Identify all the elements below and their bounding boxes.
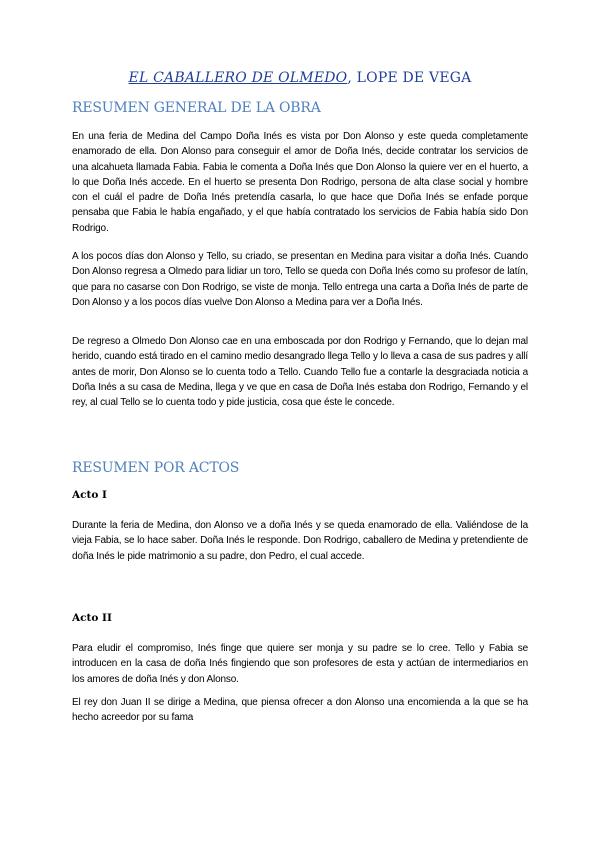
document-title (72, 70, 528, 86)
general-paragraph-1: En una feria de Medina del Campo Doña Inés es vista por Don Alonso y este queda completamente enamorado de ella. Don Alonso para conseguir el amor de Doña Inés, decide contratar los servicios de una alcahueta llamada Fabia. Fabia le comenta a Doña Inés que Don Alonso la quiere ver en el huerto, a lo que Doña Inés accede. En el huerto se presenta Don Rodrigo, persona de alta clase social y hombre con el cuál el padre de Doña Inés pretendía casarla, lo que hace que Doña Inés se enfade porque pensaba que Fabia le había engañado, y el que había contratado los servicios de Fabia había sido Don Rodrigo. (72, 131, 528, 234)
act-2-paragraph-1: Para eludir el compromiso, Inés finge que quiere ser monja y su padre se lo cree. Tello y Fabia se introducen en la casa de doña Inés fingiendo que son profesores de esta y actúan de intermediarios en los amores de doña Inés y don Alonso. (72, 643, 528, 685)
act-2-heading: Acto II (72, 612, 112, 624)
act-1-heading: Acto I (72, 489, 107, 501)
general-paragraph-2: A los pocos días don Alonso y Tello, su criado, se presentan en Medina para visitar a doña Inés. Cuando Don Alonso regresa a Olmedo para lidiar un toro, Tello se queda con Doña Inés como su profesor de latín, que para no casarse con Don Rodrigo, se viste de monja. Tello entrega una carta a Doña Inés de parte de Don Alonso y a los pocos días vuelve Don Alonso a Medina para ver a Doña Inés. (72, 251, 528, 308)
section-heading-actos: RESUMEN POR ACTOS (72, 460, 240, 476)
work-title: EL CABALLERO DE OLMEDO (128, 70, 348, 86)
section-heading-general: RESUMEN GENERAL DE LA OBRA (72, 100, 321, 116)
author-title: , LOPE DE VEGA (347, 70, 472, 86)
act-1-paragraph-1: Durante la feria de Medina, don Alonso ve a doña Inés y se queda enamorado de ella. Valiéndose de la vieja Fabia, se lo hace saber. Doña Inés le responde. Don Rodrigo, caballero de Medina y pretendiente de doña Inés le pide matrimonio a su padre, don Pedro, el cual accede. (72, 520, 528, 562)
act-2-paragraph-2: El rey don Juan II se dirige a Medina, que piensa ofrecer a don Alonso una encomienda a la que se ha hecho acreedor por su fama (72, 697, 528, 724)
general-paragraph-3: De regreso a Olmedo Don Alonso cae en una emboscada por don Rodrigo y Fernando, que lo dejan mal herido, cuando está tirado en el camino medio desangrado llega Tello y lo lleva a casa de sus padres y allí antes de morir, Don Alonso se lo cuenta todo a Tello. Cuando Tello fue a contarle la desgraciada noticia a Doña Inés a su casa de Medina, llega y ve que en casa de Doña Inés estaba don Rodrigo, Fernando y el rey, al cual Tello se lo cuenta todo y pide justicia, cosa que éste le concede. (72, 336, 528, 409)
